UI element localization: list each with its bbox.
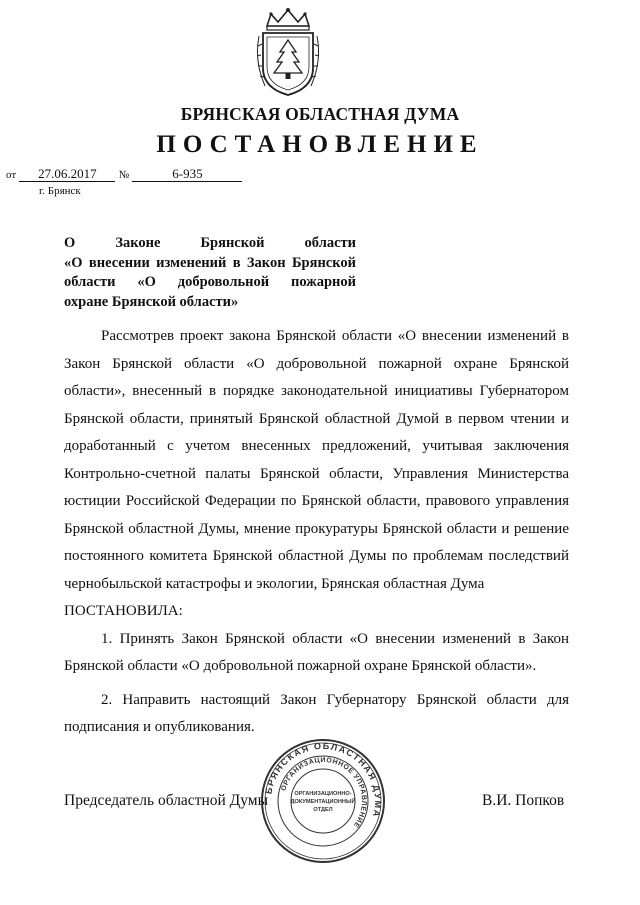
signatory-name: В.И. Попков [482,792,565,809]
date-number-line [6,166,242,182]
subject-line: охране Брянской области» [64,293,239,310]
seal-outer-text: БРЯНСКАЯ ОБЛАСТНАЯ ДУМА [263,740,384,820]
resolution-item: 1. Принять Закон Брянской области «О внесении изменений в Закон Брянской области «О добровольной пожарной охране Брянской области». [64,630,569,674]
date-prefix: от [6,169,17,181]
resolution-heading: ПОСТАНОВИЛА: [64,603,183,619]
document-number: 6-935 [132,167,242,182]
document-date: 27.06.2017 [19,167,115,182]
subject-line: области «О добровольной пожарной [64,274,356,290]
seal-center-line: ОРГАНИЗАЦИОННО- [294,791,352,797]
subject-line: «О внесении изменений в Закон Брянской [64,254,356,271]
document-body [64,323,569,742]
official-seal [260,738,386,864]
number-prefix: № [118,169,130,181]
document-subject [64,234,356,312]
preamble-paragraph: Рассмотрев проект закона Брянской области «О внесении изменений в Закон Брянской области «О добровольной пожарной охране Брянской области», внесенный в порядке законодательной инициативы Губернатором Брянской области, принятый Брянской областной Думой в первом чтении и доработанный с учетом внесенных предложений, учитывая заключения Контрольно-счетной палаты Брянской области, Управления Министерства юстиции Российской Федерации по Брянской области, правового управления Брянской областной Думы, мнение прокуратуры Брянской области и решение постоянного комитета Брянской областной Думы по проблемам последствий чернобыльской катастрофы и экологии, Брянская областная Дума [64,328,569,592]
subject-line: О Законе Брянской области [64,235,356,251]
seal-center-line: ОТДЕЛ [313,807,333,813]
resolution-item: 2. Направить настоящий Закон Губернатору Брянской области для подписания и опубликования. [64,691,569,735]
city: г. Брянск [39,185,81,197]
seal-inner-text: ОРГАНИЗАЦИОННОЕ УПРАВЛЕНИЕ [280,756,368,829]
seal-center-line: ДОКУМЕНТАЦИОННЫЙ [290,799,356,805]
document-type-title: ПОСТАНОВЛЕНИЕ [156,131,484,158]
organization-name: БРЯНСКАЯ ОБЛАСТНАЯ ДУМА [180,104,460,124]
signatory-position: Председатель областной Думы [64,792,269,809]
coat-of-arms-logo [253,6,323,98]
